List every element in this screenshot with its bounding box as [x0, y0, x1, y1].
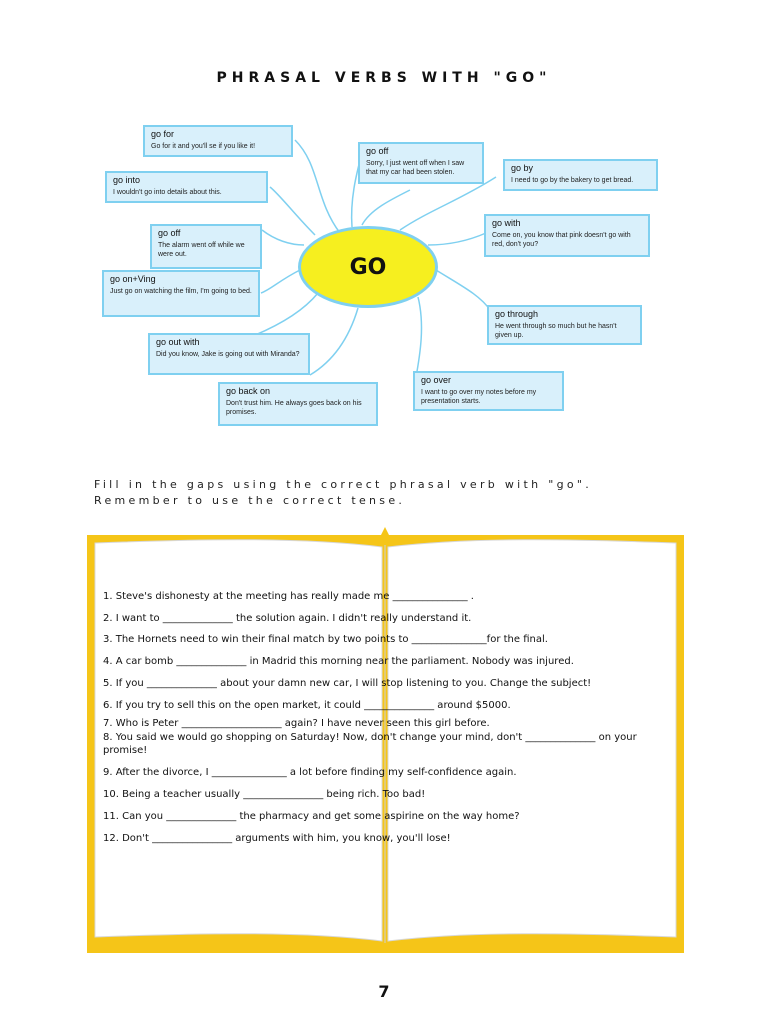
phrasal-verb-box	[150, 224, 262, 269]
phrasal-verb: go by	[511, 163, 534, 173]
example-sentence: The alarm went off while we were out.	[158, 241, 245, 258]
exercise-list	[103, 590, 673, 845]
phrasal-verb-box	[105, 171, 268, 203]
phrasal-verb: go off	[158, 228, 181, 238]
mind-map	[100, 115, 650, 435]
exercise-item: 11. Can you ______________ the pharmacy and get some aspirine on the way home?	[103, 811, 520, 822]
instructions	[94, 477, 694, 509]
phrasal-verb-box	[102, 270, 260, 317]
page-title: PHRASAL VERBS WITH "GO"	[216, 70, 552, 86]
phrasal-verb: go into	[113, 175, 141, 185]
phrasal-verb: go with	[492, 218, 521, 228]
phrasal-verb: go through	[495, 309, 539, 319]
exercise-item: 2. I want to ______________ the solution again. I didn't really understand it.	[103, 613, 472, 624]
phrasal-verb-box	[218, 382, 378, 426]
phrasal-verb: go off	[366, 146, 389, 156]
phrasal-verb-box	[143, 125, 293, 157]
instruction-line-2: Remember to use the correct tense.	[94, 494, 406, 507]
instruction-line-1: Fill in the gaps using the correct phrasal verb with "go".	[94, 478, 593, 491]
phrasal-verb-box	[358, 142, 484, 184]
example-sentence: Come on, you know that pink doesn't go with red, don't you?	[492, 231, 631, 248]
exercise-item: 3. The Hornets need to win their final match by two points to _______________for the final.	[103, 634, 548, 645]
example-sentence: I need to go by the bakery to get bread.	[511, 176, 634, 184]
phrasal-verb-box	[148, 333, 310, 375]
exercise-item: 9. After the divorce, I _______________ a lot before finding my self-confidence again.	[103, 767, 517, 778]
example-sentence: Sorry, I just went off when I saw that my car had been stolen.	[366, 159, 465, 176]
example-sentence: Go for it and you'll se if you like it!	[151, 142, 256, 150]
example-sentence: He went through so much but he hasn't given up.	[495, 322, 617, 339]
example-sentence: Did you know, Jake is going out with Miranda?	[156, 350, 300, 358]
exercise-item: 10. Being a teacher usually ________________ being rich. Too bad!	[103, 789, 426, 800]
exercise-item: 12. Don't ________________ arguments with him, you know, you'll lose!	[103, 833, 451, 844]
phrasal-verb: go on+Ving	[110, 274, 156, 284]
example-sentence: Don't trust him. He always goes back on his promises.	[226, 399, 362, 416]
center-go-bubble: GO	[298, 226, 438, 308]
phrasal-verb: go for	[151, 129, 175, 139]
phrasal-verb-box	[413, 371, 564, 411]
exercise-item: 1. Steve's dishonesty at the meeting has really made me _______________ .	[103, 591, 474, 602]
phrasal-verb: go back on	[226, 386, 271, 396]
phrasal-verb-box	[484, 214, 650, 257]
example-sentence: I want to go over my notes before my presentation starts.	[421, 388, 537, 405]
phrasal-verb: go over	[421, 375, 452, 385]
exercise-item: 5. If you ______________ about your damn new car, I will stop listening to you. Change the subject!	[103, 678, 592, 689]
phrasal-verb-box	[503, 159, 658, 191]
exercise-item: 8. You said we would go shopping on Saturday! Now, don't change your mind, don't ______________ on your promise!	[103, 732, 637, 756]
exercise-item: 6. If you try to sell this on the open market, it could ______________ around $5000.	[103, 700, 511, 711]
example-sentence: I wouldn't go into details about this.	[113, 188, 222, 196]
exercise-item: 7. Who is Peter ____________________ again? I have never seen this girl before.	[103, 718, 490, 729]
phrasal-verb-box	[487, 305, 642, 345]
exercise-item: 4. A car bomb ______________ in Madrid this morning near the parliament. Nobody was injured.	[103, 656, 574, 667]
phrasal-verb: go out with	[156, 337, 200, 347]
page-number: 7	[378, 982, 390, 1001]
example-sentence: Just go on watching the film, I'm going to bed.	[110, 287, 252, 295]
